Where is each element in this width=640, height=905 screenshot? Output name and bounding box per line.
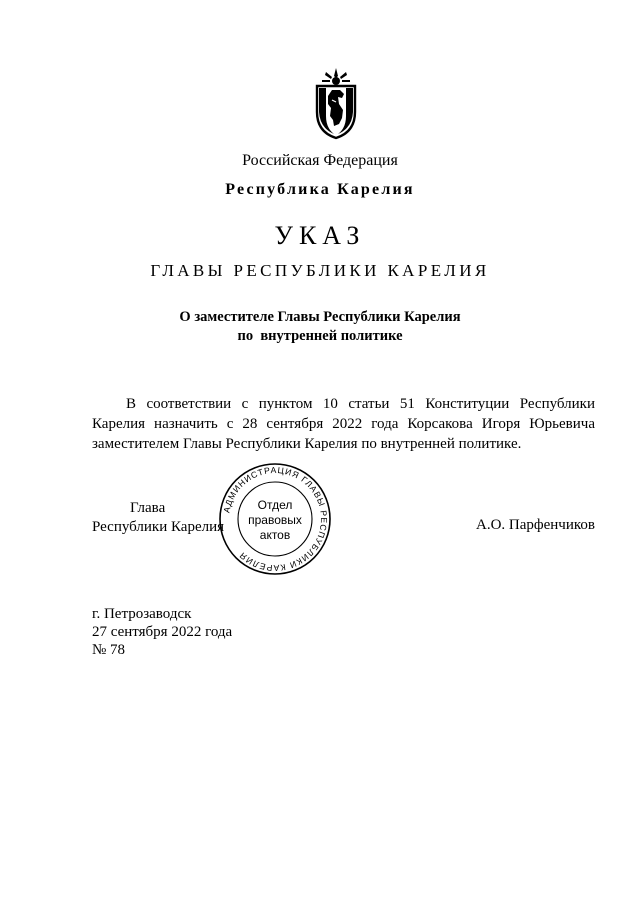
issuer-title: ГЛАВЫ РЕСПУБЛИКИ КАРЕЛИЯ xyxy=(150,261,490,280)
republic-name: Республика Карелия xyxy=(225,181,415,198)
stamp-line-2: правовых xyxy=(248,513,302,527)
country-name: Российская Федерация xyxy=(242,152,398,169)
subject-line-1: О заместителе Главы Республики Карелия xyxy=(179,309,461,325)
signatory-name: А.О. Парфенчиков xyxy=(476,517,595,533)
subject-line-2: по внутренней политике xyxy=(237,328,403,344)
document-footer xyxy=(92,605,232,659)
coat-of-arms-emblem xyxy=(312,66,360,140)
stamp-ring-text: АДМИНИСТРАЦИЯ ГЛАВЫ РЕСПУБЛИКИ КАРЕЛИЯ xyxy=(221,464,330,574)
signatory-role-line-1: Глава xyxy=(130,500,166,516)
decree-number: № 78 xyxy=(92,642,126,658)
signatory-role-line-2: Республики Карелия xyxy=(92,519,225,535)
signatory-role xyxy=(92,499,224,537)
issue-place: г. Петрозаводск xyxy=(92,606,192,622)
document-type: УКАЗ xyxy=(274,221,366,250)
issue-date: 27 сентября 2022 года xyxy=(92,624,233,640)
stamp-line-1: Отдел xyxy=(257,498,293,512)
decree-subject xyxy=(0,308,640,346)
decree-body: В соответствии с пунктом 10 статьи 51 Конституции Республики Карелия назначить с 28 сентября 2022 года Корсакова Игоря Юрьевича заместителем Главы Республики Карелия по внутренней политике. xyxy=(92,396,595,452)
stamp-line-3: актов xyxy=(259,528,291,542)
official-stamp xyxy=(217,461,333,577)
